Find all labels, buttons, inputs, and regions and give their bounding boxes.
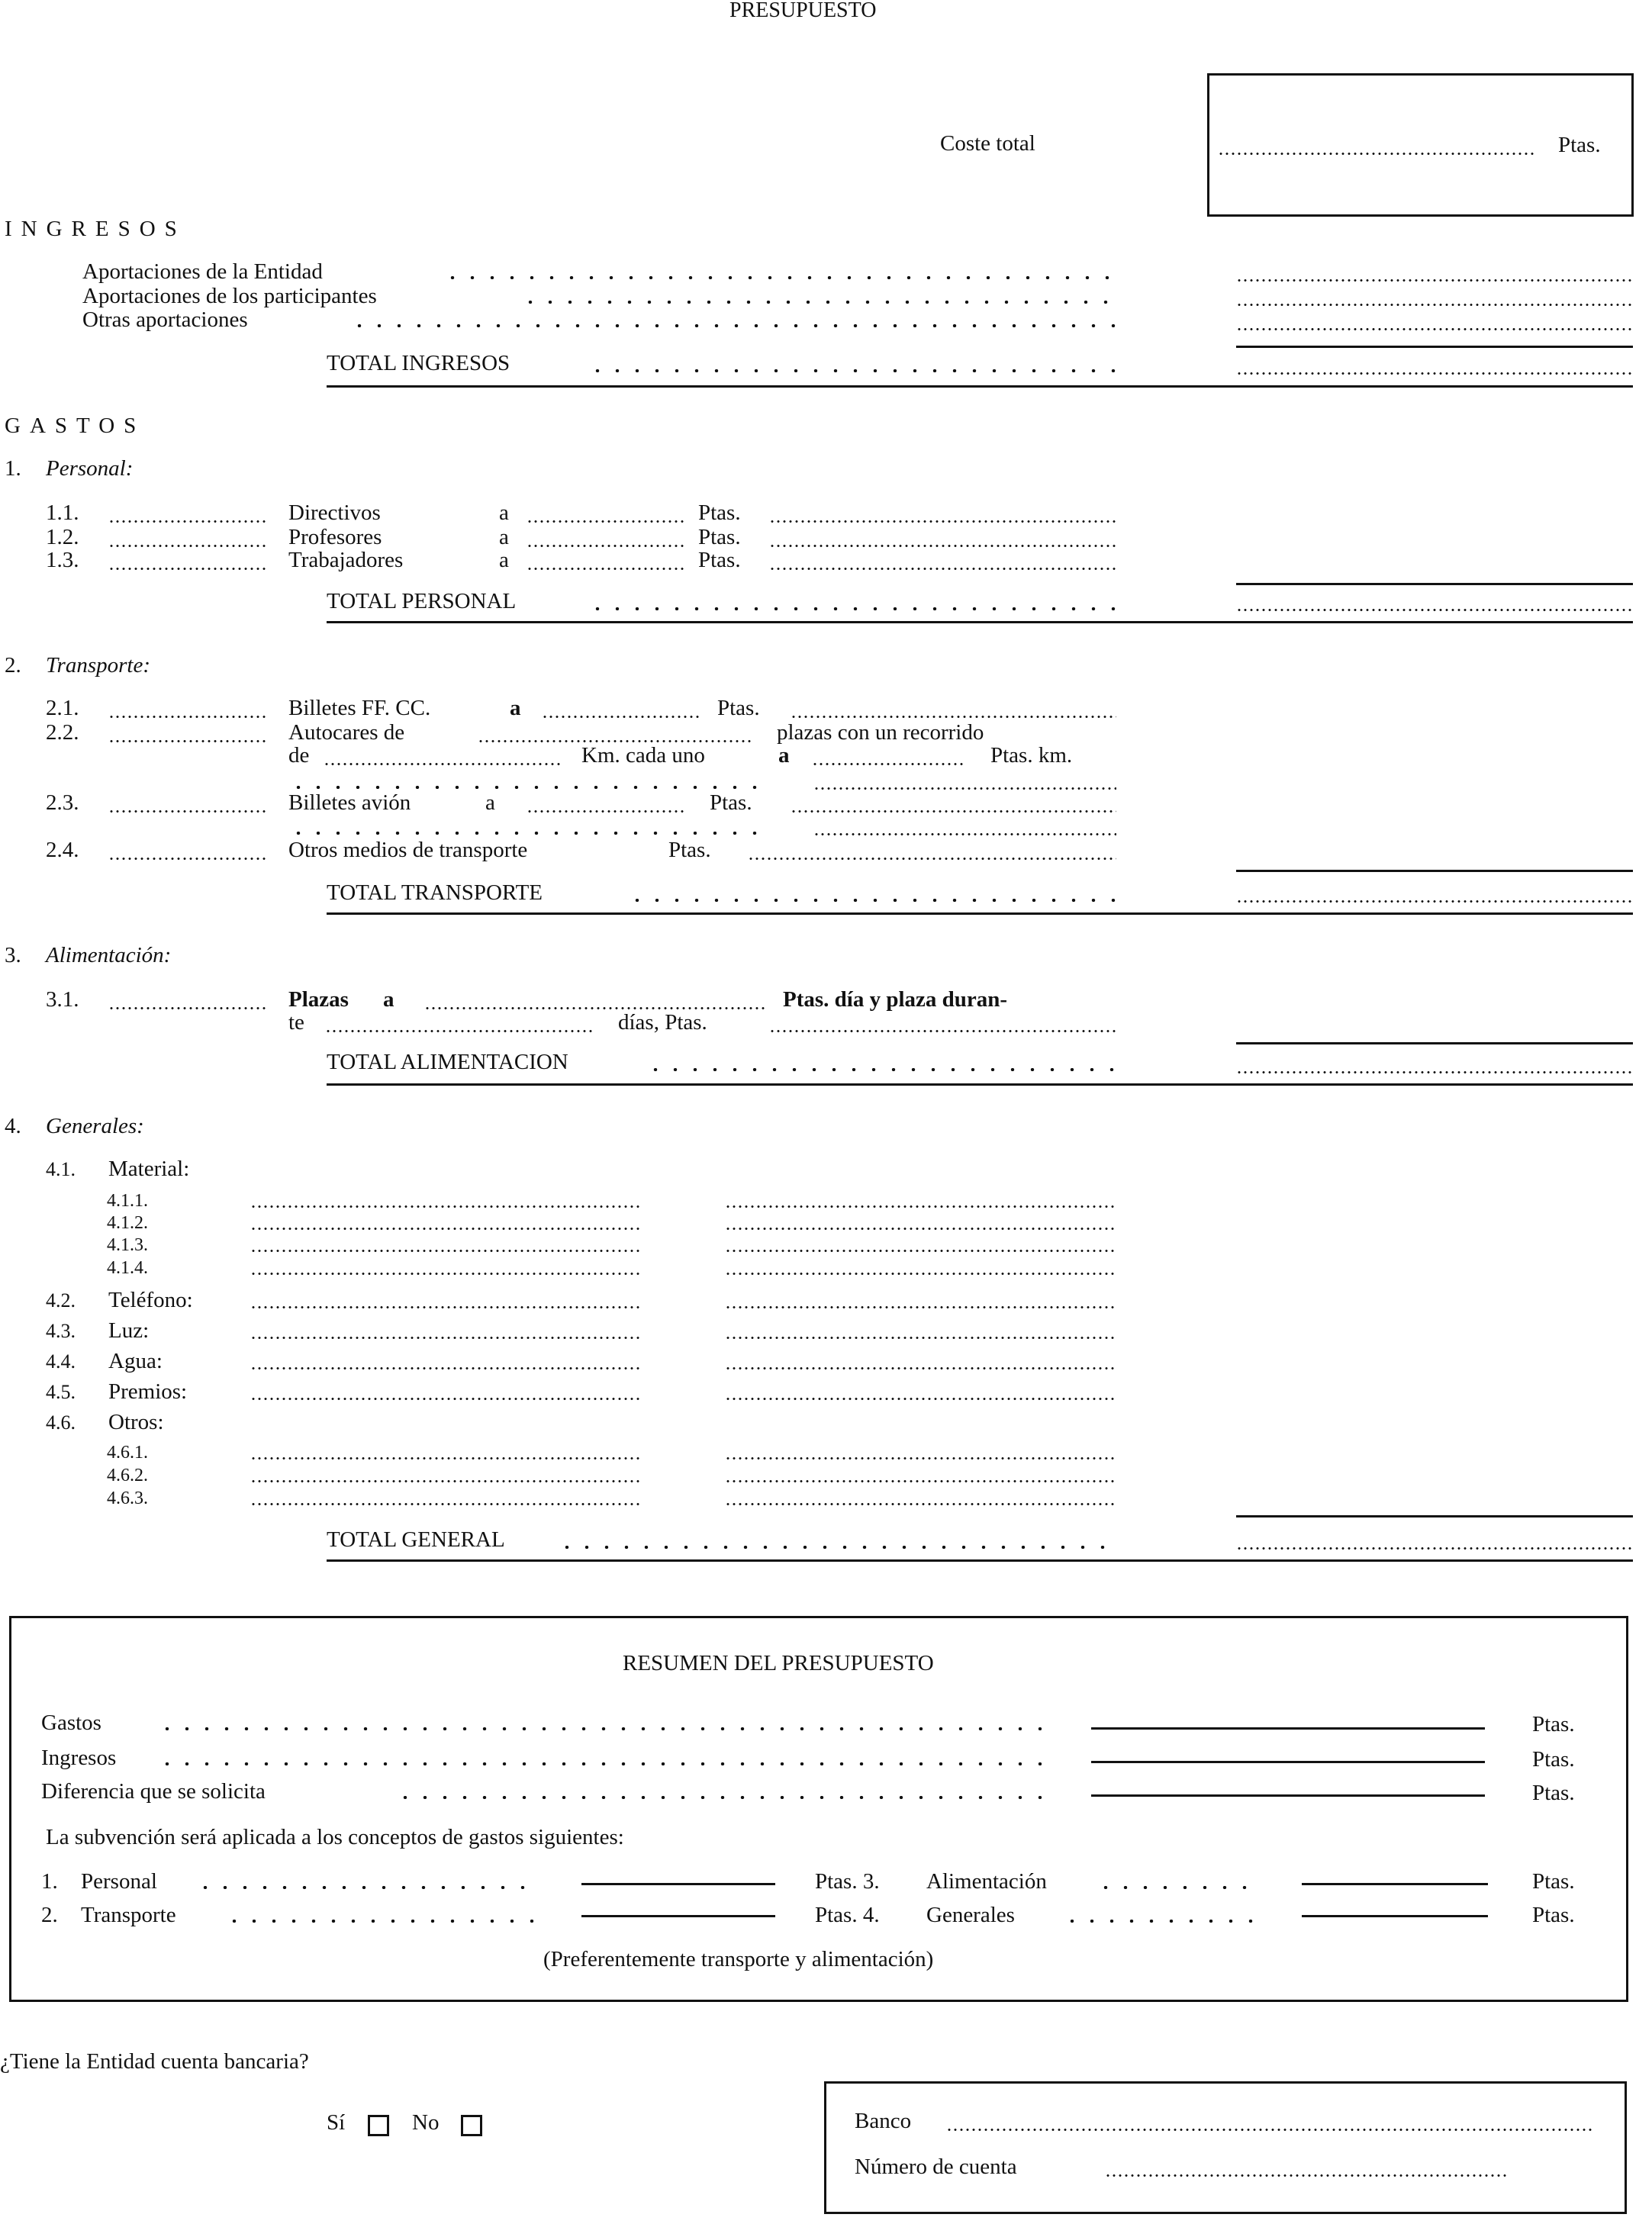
resumen-diferencia-field[interactable] [1091,1794,1485,1797]
generales-463-num: 4.6.3. [107,1489,148,1508]
alimentacion-title: Alimentación: [46,943,172,967]
generales-411-num: 4.1.1. [107,1191,148,1211]
alimentacion-rule [327,1083,1633,1086]
total-general-label: TOTAL GENERAL [327,1527,505,1552]
personal-3-ptas: Ptas. [698,548,741,572]
transporte-21-rate[interactable] [542,716,700,718]
generales-414-amount[interactable] [725,1273,1116,1275]
total-ingresos-leader [588,369,1118,372]
transporte-22-de: de [288,743,310,768]
personal-2-num: 1.2. [46,525,79,549]
resumen-gastos-ptas: Ptas. [1532,1712,1575,1736]
resumen-ingresos-label: Ingresos [41,1746,117,1770]
coste-total-label: Coste total [940,131,1035,156]
banco-nombre-label: Banco [855,2109,912,2133]
generales-43-num: 4.3. [46,1320,76,1342]
transporte-21-label: Billetes FF. CC. [288,696,431,720]
resumen-c2-label: Transporte [81,1903,176,1927]
alimentacion-31-dias-field[interactable] [325,1030,595,1032]
generales-45-label: Premios: [108,1379,188,1404]
total-general-leader [557,1546,1118,1549]
generales-413-num: 4.1.3. [107,1235,148,1255]
generales-42-amount[interactable] [725,1306,1116,1308]
transporte-23-rate[interactable] [527,810,685,813]
alimentacion-num: 3. [5,943,21,967]
generales-44-num: 4.4. [46,1350,76,1373]
alimentacion-31-dias: días, Ptas. [618,1010,707,1035]
ingreso-entidad-label: Aportaciones de la Entidad [82,259,323,284]
generales-412-num: 4.1.2. [107,1213,148,1233]
banco-nombre-field[interactable] [946,2129,1595,2131]
personal-3-label: Trabajadores [288,548,404,572]
transporte-24-num: 2.4. [46,838,79,862]
personal-2-total[interactable] [769,545,1116,547]
personal-1-rate[interactable] [527,520,685,523]
transporte-21-ptas: Ptas. [717,696,760,720]
personal-2-ptas: Ptas. [698,525,741,549]
banco-cuenta-label: Número de cuenta [855,2155,1017,2179]
generales-46-label: Otros: [108,1410,164,1434]
banco-cuenta-field[interactable] [1105,2174,1509,2177]
generales-43-desc[interactable] [250,1337,641,1339]
transporte-23-total[interactable] [791,810,1116,813]
personal-3-total[interactable] [769,568,1116,570]
personal-1-qty[interactable] [108,520,267,523]
total-transporte-field[interactable] [1236,900,1633,903]
transporte-22-num: 2.2. [46,720,79,745]
generales-rule [327,1559,1633,1562]
total-alimentacion-leader [646,1068,1118,1071]
transporte-21-total[interactable] [791,716,1116,718]
ingreso-entidad-field[interactable] [1236,279,1633,282]
resumen-diferencia-leader [395,1796,1058,1799]
transporte-22-ptaskm: Ptas. km. [990,743,1073,768]
generales-42-desc[interactable] [250,1306,641,1308]
resumen-gastos-label: Gastos [41,1711,101,1735]
page-title: PRESUPUESTO [729,0,877,22]
generales-45-amount[interactable] [725,1398,1116,1400]
transporte-22-recorrido: plazas con un recorrido [777,720,984,745]
generales-412-amount[interactable] [725,1228,1116,1230]
generales-42-label: Teléfono: [108,1288,193,1312]
generales-42-num: 4.2. [46,1289,76,1311]
resumen-c4-ptas: Ptas. [1532,1903,1575,1927]
personal-title: Personal: [46,456,134,481]
transporte-22-precio[interactable] [812,763,964,765]
ingreso-otras-field[interactable] [1236,328,1633,330]
resumen-c4-leader [1062,1920,1256,1923]
personal-3-num: 1.3. [46,548,79,572]
resumen-c4-field[interactable] [1302,1915,1488,1917]
banco-no-checkbox[interactable] [461,2115,482,2136]
total-personal-leader [588,607,1118,610]
personal-1-a: a [499,500,509,525]
generales-43-amount[interactable] [725,1337,1116,1339]
transporte-24-label: Otros medios de transporte [288,838,528,862]
ingresos-heading: INGRESOS [5,217,186,241]
generales-413-desc[interactable] [250,1250,641,1252]
transporte-23-leader [288,832,769,835]
generales-43-label: Luz: [108,1318,150,1343]
alimentacion-31-plazas: Plazas [288,987,349,1012]
personal-1-num: 1.1. [46,500,79,525]
resumen-c2-leader [224,1920,537,1923]
transporte-22-km[interactable] [324,763,563,765]
resumen-c1-field[interactable] [581,1883,775,1885]
alimentacion-31-precio-label: Ptas. día y plaza duran- [783,987,1008,1012]
transporte-21-qty[interactable] [108,716,267,718]
resumen-note: (Preferentemente transporte y alimentación) [543,1947,934,1971]
transporte-22-label: Autocares de [288,720,405,745]
resumen-c1-num: 1. [41,1869,58,1894]
ingreso-entidad-leader [443,276,1118,279]
transporte-22-leader [288,786,769,789]
banco-box [824,2081,1627,2214]
gastos-heading: GASTOS [5,414,146,438]
resumen-c3-ptas: Ptas. [1532,1869,1575,1894]
generales-462-amount[interactable] [725,1480,1116,1482]
total-alimentacion-field[interactable] [1236,1071,1633,1073]
personal-2-a: a [499,525,509,549]
banco-question: ¿Tiene la Entidad cuenta bancaria? [0,2049,309,2074]
banco-si-checkbox[interactable] [368,2115,389,2136]
ingreso-participantes-field[interactable] [1236,304,1633,306]
generales-sum-line [1236,1515,1633,1517]
generales-462-num: 4.6.2. [107,1466,148,1485]
ingreso-otras-leader [349,324,1118,327]
personal-1-label: Directivos [288,500,381,525]
resumen-gastos-leader [157,1727,1058,1730]
generales-414-num: 4.1.4. [107,1258,148,1278]
transporte-23-label: Billetes avión [288,790,411,815]
personal-1-ptas: Ptas. [698,500,741,525]
personal-sum-line [1236,583,1633,585]
total-transporte-label: TOTAL TRANSPORTE [327,880,543,905]
transporte-23-num: 2.3. [46,790,79,815]
personal-3-rate[interactable] [527,568,685,570]
transporte-23-total2[interactable] [813,833,1116,835]
banco-si-label: Sí [327,2110,346,2135]
generales-41-num: 4.1. [46,1158,76,1180]
ingreso-otras-label: Otras aportaciones [82,307,248,332]
total-alimentacion-label: TOTAL ALIMENTACION [327,1050,568,1074]
transporte-24-ptas: Ptas. [668,838,711,862]
generales-411-amount[interactable] [725,1205,1116,1208]
alimentacion-sum-line [1236,1042,1633,1044]
transporte-22-a: a [778,743,790,768]
transporte-24-total[interactable] [748,858,1116,860]
total-personal-field[interactable] [1236,609,1633,611]
transporte-21-num: 2.1. [46,696,79,720]
resumen-c1-leader [195,1886,537,1889]
resumen-c4-num: Ptas. 4. [815,1903,880,1927]
coste-total-unit: Ptas. [1558,133,1601,157]
resumen-c3-num: Ptas. 3. [815,1869,880,1894]
transporte-num: 2. [5,653,21,677]
generales-413-amount[interactable] [725,1250,1116,1252]
coste-total-field[interactable] [1218,153,1537,155]
total-general-field[interactable] [1236,1547,1633,1550]
personal-num: 1. [5,456,21,481]
resumen-c2-field[interactable] [581,1915,775,1917]
transporte-rule [327,912,1633,915]
personal-rule [327,621,1633,623]
alimentacion-31-qty[interactable] [108,1007,267,1009]
resumen-c3-leader [1096,1886,1256,1889]
ingreso-participantes-leader [520,301,1118,304]
transporte-title: Transporte: [46,653,150,677]
resumen-title: RESUMEN DEL PRESUPUESTO [623,1651,934,1675]
personal-3-qty[interactable] [108,568,267,570]
transporte-23-qty[interactable] [108,810,267,813]
generales-414-desc[interactable] [250,1273,641,1275]
ingresos-rule [327,385,1633,388]
total-ingresos-field[interactable] [1236,372,1633,375]
transporte-21-a: a [510,696,521,720]
resumen-aplicada: La subvención será aplicada a los conceptos de gastos siguientes: [46,1825,624,1849]
resumen-diferencia-label: Diferencia que se solicita [41,1779,266,1804]
generales-45-desc[interactable] [250,1398,641,1400]
generales-461-num: 4.6.1. [107,1443,148,1463]
transporte-24-qty[interactable] [108,858,267,860]
generales-44-amount[interactable] [725,1367,1116,1369]
banco-no-label: No [412,2110,440,2135]
resumen-c3-field[interactable] [1302,1883,1488,1885]
generales-41-label: Material: [108,1157,190,1181]
transporte-22-qty[interactable] [108,740,267,742]
total-transporte-leader [627,899,1118,902]
resumen-ingresos-leader [157,1762,1058,1765]
resumen-c4-label: Generales [926,1903,1015,1927]
generales-num: 4. [5,1114,21,1138]
generales-463-amount[interactable] [725,1503,1116,1505]
transporte-23-a: a [485,790,495,815]
transporte-sum-line [1236,870,1633,872]
personal-2-label: Profesores [288,525,382,549]
ingreso-participantes-label: Aportaciones de los participantes [82,284,377,308]
resumen-c1-label: Personal [81,1869,157,1894]
generales-44-desc[interactable] [250,1367,641,1369]
resumen-ingresos-field[interactable] [1091,1761,1485,1763]
generales-411-desc[interactable] [250,1205,641,1208]
personal-1-total[interactable] [769,520,1116,523]
alimentacion-31-a: a [383,987,394,1012]
generales-462-desc[interactable] [250,1480,641,1482]
personal-2-rate[interactable] [527,545,685,547]
generales-461-amount[interactable] [725,1457,1116,1460]
generales-463-desc[interactable] [250,1503,641,1505]
alimentacion-31-total[interactable] [769,1030,1116,1032]
generales-46-num: 4.6. [46,1411,76,1434]
transporte-23-ptas: Ptas. [710,790,752,815]
alimentacion-31-num: 3.1. [46,987,79,1012]
personal-3-a: a [499,548,509,572]
resumen-c2-num: 2. [41,1903,58,1927]
personal-2-qty[interactable] [108,545,267,547]
generales-title: Generales: [46,1114,144,1138]
alimentacion-31-plazas-field[interactable] [424,1007,768,1009]
generales-461-desc[interactable] [250,1457,641,1460]
resumen-c3-label: Alimentación [926,1869,1047,1894]
resumen-ingresos-ptas: Ptas. [1532,1747,1575,1772]
resumen-gastos-field[interactable] [1091,1727,1485,1730]
alimentacion-31-te: te [288,1010,304,1035]
transporte-22-plazas[interactable] [478,740,752,742]
ingresos-sum-line [1236,346,1633,348]
generales-412-desc[interactable] [250,1228,641,1230]
generales-45-num: 4.5. [46,1381,76,1403]
total-personal-label: TOTAL PERSONAL [327,589,517,613]
total-ingresos-label: TOTAL INGRESOS [327,351,510,375]
generales-44-label: Agua: [108,1349,163,1373]
resumen-diferencia-ptas: Ptas. [1532,1781,1575,1805]
transporte-22-kmcada: Km. cada uno [581,743,705,768]
transporte-22-total[interactable] [813,787,1116,790]
